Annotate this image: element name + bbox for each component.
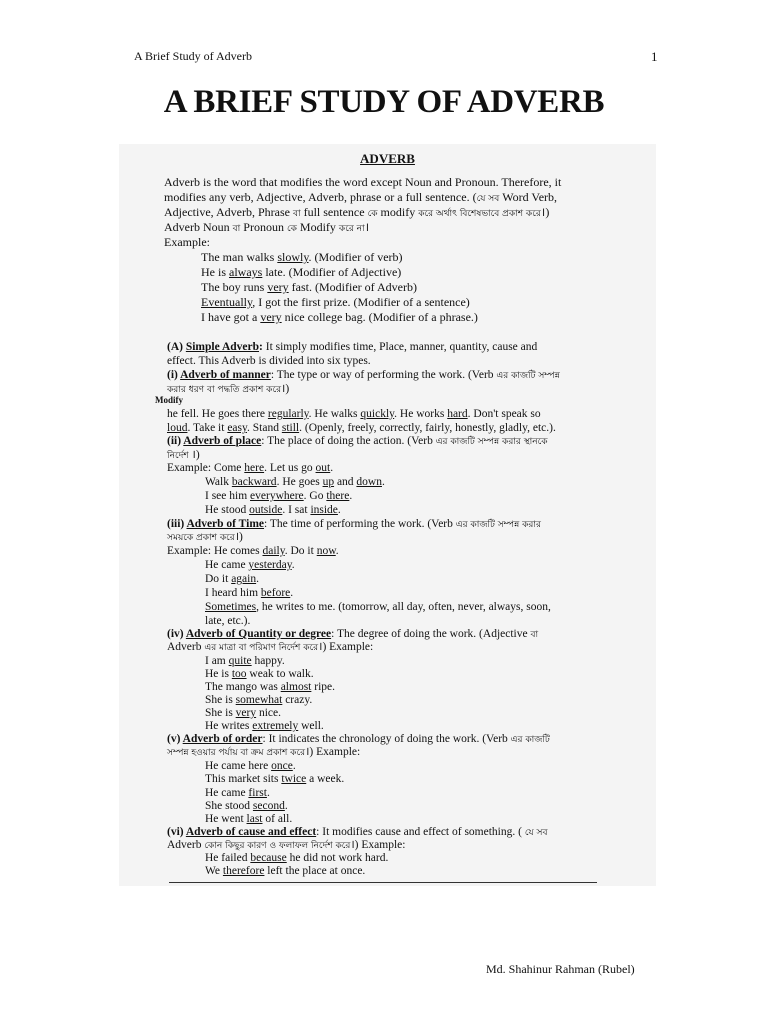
document-title: A BRIEF STUDY OF ADVERB (163, 84, 605, 120)
running-header-title: A Brief Study of Adverb (134, 49, 252, 63)
subsection-heading: (v) Adverb of order: It indicates the chronology of doing the work. (Verb এর কাজটি (167, 733, 550, 745)
example-line: He came first. (205, 787, 270, 799)
modify-note: Modify (155, 395, 183, 405)
subsection-heading: (A) Simple Adverb: It simply modifies time, Place, manner, quantity, cause and (167, 341, 538, 353)
section-heading: ADVERB (360, 151, 415, 166)
intro-line-2: modifies any verb, Adjective, Adverb, phrase or a full sentence. (যে সব Word Verb, (164, 190, 558, 204)
example-line: He came here once. (205, 760, 296, 772)
body-line: সম্পন্ন হওয়ার পর্যায় বা ক্রম প্রকাশ করে।) Example: (167, 746, 361, 758)
example-line: He is always late. (Modifier of Adjective) (201, 265, 402, 279)
example-line: Do it again. (205, 573, 259, 585)
body-line: effect. This Adverb is divided into six types. (167, 355, 371, 367)
intro-line-3: Adjective, Adverb, Phrase বা full sentence কে modify করে অর্থাৎ বিশেষভাবে প্রকাশ করে।) (164, 205, 550, 219)
example-line: I have got a very nice college bag. (Modifier of a phrase.) (201, 310, 478, 324)
page-number: 1 (651, 49, 658, 64)
example-line: He came yesterday. (205, 559, 295, 571)
example-line: He stood outside. I sat inside. (205, 504, 341, 516)
body-line: করার ধরণ বা পদ্ধতি প্রকাশ করে।) (167, 383, 290, 395)
subsection-heading: (iii) Adverb of Time: The time of performing the work. (Verb এর কাজটি সম্পন্ন করার (167, 518, 541, 530)
example-line: She is somewhat crazy. (205, 694, 313, 706)
example-line: I am quite happy. (205, 655, 285, 667)
scanned-page-image (119, 144, 656, 886)
body-line: Example: Come here. Let us go out. (167, 462, 334, 474)
example-line: The mango was almost ripe. (205, 681, 336, 693)
example-line: The man walks slowly. (Modifier of verb) (201, 250, 403, 264)
subsection-heading: (iv) Adverb of Quantity or degree: The degree of doing the work. (Adjective বা (167, 628, 539, 640)
example-line: He failed because he did not work hard. (205, 852, 389, 864)
example-line: We therefore left the place at once. (205, 865, 366, 877)
example-line: She is very nice. (205, 707, 282, 719)
footer-author: Md. Shahinur Rahman (Rubel) (486, 962, 635, 976)
example-line: He is too weak to walk. (205, 668, 314, 680)
body-line: Adverb এর মাত্রা বা পরিমাণ নির্দেশ করে।) Example: (167, 641, 374, 653)
body-line: সময়কে প্রকাশ করে।) (167, 531, 243, 543)
example-line: He writes extremely well. (205, 720, 324, 732)
intro-line-4: Adverb Noun বা Pronoun কে Modify করে না। (164, 220, 370, 234)
body-line: Example: He comes daily. Do it now. (167, 545, 339, 557)
example-label: Example: (164, 235, 210, 249)
example-line: I see him everywhere. Go there. (205, 490, 353, 502)
body-line: Adverb কোন কিছুর কারণ ও ফলাফল নির্দেশ করে।) Example: (167, 839, 406, 851)
example-line: Sometimes, he writes to me. (tomorrow, all day, often, never, always, soon, (205, 601, 551, 613)
example-line: She stood second. (205, 800, 288, 812)
example-line: Eventually, I got the first prize. (Modifier of a sentence) (201, 295, 470, 309)
intro-line-1: Adverb is the word that modifies the word except Noun and Pronoun. Therefore, it (164, 175, 562, 189)
example-line: The boy runs very fast. (Modifier of Adverb) (201, 280, 417, 294)
body-line: he fell. He goes there regularly. He walks quickly. He works hard. Don't speak so (167, 408, 541, 420)
horizontal-rule (169, 882, 597, 883)
subsection-heading: (i) Adverb of manner: The type or way of performing the work. (Verb এর কাজটি সম্পন্ন (167, 369, 560, 381)
example-line: late, etc.). (205, 615, 251, 627)
body-line: নির্দেশ ।) (167, 449, 200, 461)
example-line: He went last of all. (205, 813, 293, 825)
subsection-heading: (vi) Adverb of cause and effect: It modifies cause and effect of something. ( যে সব (167, 826, 548, 838)
example-line: Walk backward. He goes up and down. (205, 476, 385, 488)
subsection-heading: (ii) Adverb of place: The place of doing the action. (Verb এর কাজটি সম্পন্ন করার স্থানকে (167, 435, 548, 447)
example-line: This market sits twice a week. (205, 773, 345, 785)
body-line: loud. Take it easy. Stand still. (Openly, freely, correctly, fairly, honestly, gladly, etc.). (167, 422, 556, 434)
example-line: I heard him before. (205, 587, 294, 599)
